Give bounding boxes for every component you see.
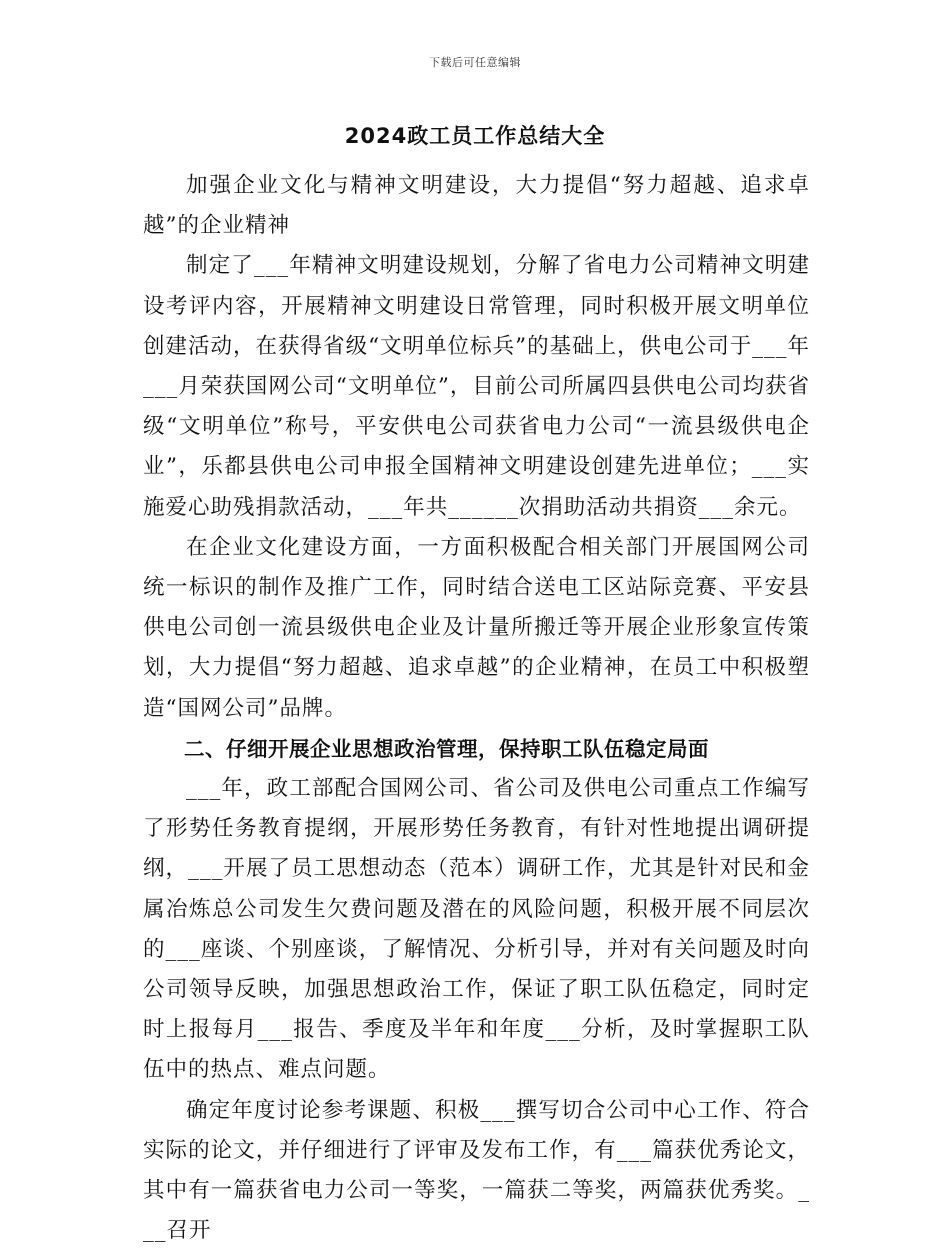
paragraph-4: ___年，政工部配合国网公司、省公司及供电公司重点工作编写了形势任务教育提纲，开展形势任务教育，有针对性地提出调研提纲，___开展了员工思想动态（范本）调研工作，尤其是针对民和金属冶炼总公司发生欠费问题及潜在的风险问题，积极开展不同层次的___座谈、个别座谈，了解情况、分析引导，并对有关问题及时向公司领导反映，加强思想政治工作，保证了职工队伍稳定，同时定时上报每月___报告、季度及半年和年度___分析，及时掌握职工队伍中的热点、难点问题。	[143, 776, 810, 1083]
section-heading-2: 二、仔细开展企业思想政治管理，保持职工队伍稳定局面	[184, 736, 709, 761]
paragraph-2: 制定了___年精神文明建设规划，分解了省电力公司精神文明建设考评内容，开展精神文明建设日常管理，同时积极开展文明单位创建活动，在获得省级“文明单位标兵”的基础上，供电公司于___年___月荣获国网公司“文明单位”，目前公司所属四县供电公司均获省级“文明单位”称号，平安供电公司获省电力公司“一流县级供电企业”，乐都县供电公司申报全国精神文明建设创建先进单位；___实施爱心助残捐款活动，___年共______次捐助活动共捐资___余元。	[143, 253, 810, 520]
paragraph-3: 在企业文化建设方面，一方面积极配合相关部门开展国网公司统一标识的制作及推广工作，同时结合送电工区站际竞赛、平安县供电公司创一流县级供电企业及计量所搬迁等开展企业形象宣传策划，大力提倡“努力超越、追求卓越”的企业精神，在员工中积极塑造“国网公司”品牌。	[143, 534, 810, 721]
paragraph-5: 确定年度讨论参考课题、积极___撰写切合公司中心工作、符合实际的论文，并仔细进行了评审及发布工作，有___篇获优秀论文，其中有一篇获省电力公司一等奖，一篇获二等奖，两篇获优秀奖。___召开	[143, 1097, 810, 1244]
document-title: 2024政工员工作总结大全	[344, 124, 606, 148]
document-body	[143, 166, 810, 1251]
page-header: 下载后可任意编辑	[429, 56, 521, 69]
paragraph-1: 加强企业文化与精神文明建设，大力提倡“努力超越、追求卓越”的企业精神	[143, 173, 810, 239]
